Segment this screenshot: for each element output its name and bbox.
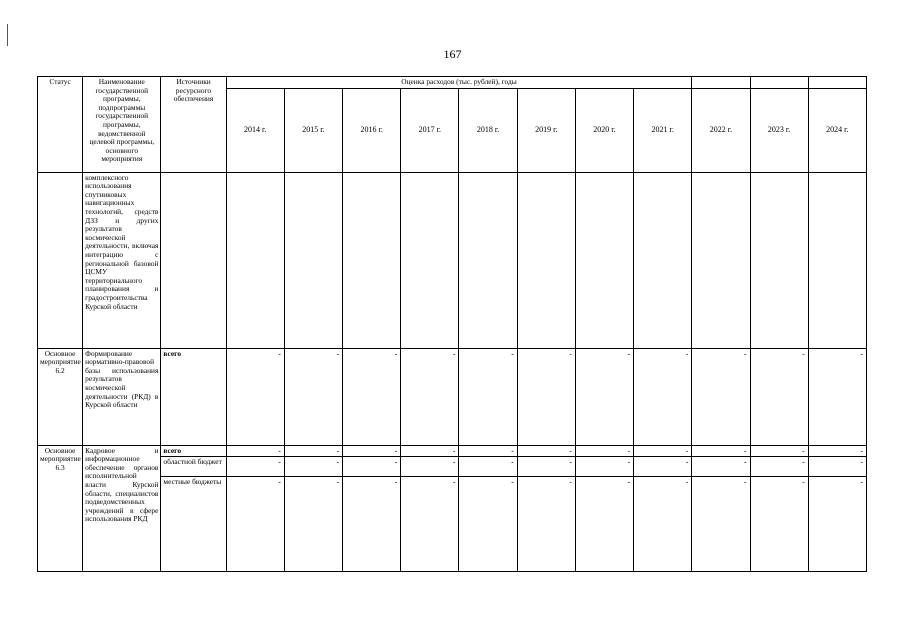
value-cell: -	[750, 457, 808, 477]
header-blank	[692, 77, 750, 89]
measure-name-cell: комплексного использования спутниковых навигационных технологий, средств ДЗЗ и других результатов космической деятельности, включая интеграцию с региональной базовой ЦСМУ территориального планирования и градостроительства Курской области	[83, 172, 161, 348]
value-cell: -	[750, 445, 808, 457]
table-row	[38, 172, 867, 348]
measure-name-cell: Формирование нормативно-правовой базы использования результатов космической деятельности (РКД) в Курской области	[83, 348, 161, 445]
source-cell: местные бюджеты	[161, 477, 226, 572]
value-cell: -	[226, 477, 284, 572]
value-cell: -	[575, 457, 633, 477]
value-cell: -	[459, 445, 517, 457]
value-cell: -	[401, 445, 459, 457]
value-cell: -	[634, 477, 692, 572]
table-row	[38, 457, 867, 477]
status-cell: Основное мероприятие 6.2	[38, 348, 83, 445]
header-sources: Источники ресурсного обеспечения	[161, 77, 226, 173]
page-number: 167	[443, 47, 462, 61]
value-cell: -	[517, 445, 575, 457]
value-cell: -	[284, 348, 342, 445]
value-cell: -	[808, 348, 866, 445]
table-row	[38, 348, 867, 445]
header-status: Статус	[38, 77, 83, 173]
year-header: 2016 г.	[343, 88, 401, 172]
table-row	[38, 445, 867, 457]
value-cell: -	[284, 445, 342, 457]
value-cell: -	[692, 348, 750, 445]
value-cell: -	[808, 457, 866, 477]
value-cell: -	[808, 477, 866, 572]
value-cell: -	[517, 477, 575, 572]
value-cell: -	[808, 445, 866, 457]
year-header: 2019 г.	[517, 88, 575, 172]
header-name: Наименование государственной программы, подпрограммы государственной программы, ведомственной целевой программы, основного мероприятия	[83, 77, 161, 173]
value-cell: -	[459, 348, 517, 445]
value-cell: -	[517, 348, 575, 445]
year-header: 2017 г.	[401, 88, 459, 172]
budget-table	[37, 76, 867, 572]
value-cell: -	[750, 348, 808, 445]
year-header: 2020 г.	[575, 88, 633, 172]
value-cell: -	[634, 445, 692, 457]
value-cell: -	[226, 348, 284, 445]
year-header: 2014 г.	[226, 88, 284, 172]
table-row	[38, 477, 867, 572]
value-cell: -	[343, 477, 401, 572]
year-header: 2018 г.	[459, 88, 517, 172]
year-header: 2023 г.	[750, 88, 808, 172]
status-cell: Основное мероприятие 6.3	[38, 445, 83, 572]
source-cell: всего	[161, 445, 226, 457]
value-cell: -	[692, 457, 750, 477]
value-cell: -	[575, 445, 633, 457]
value-cell: -	[343, 457, 401, 477]
value-cell: -	[226, 445, 284, 457]
header-blank	[750, 77, 808, 89]
source-cell: всего	[161, 348, 226, 445]
value-cell: -	[517, 457, 575, 477]
value-cell: -	[634, 348, 692, 445]
value-cell: -	[284, 457, 342, 477]
value-cell: -	[226, 457, 284, 477]
year-header: 2021 г.	[634, 88, 692, 172]
header-estimate: Оценка расходов (тыс. рублей), годы	[226, 77, 692, 89]
value-cell: -	[692, 477, 750, 572]
value-cell: -	[575, 348, 633, 445]
status-cell	[38, 172, 83, 348]
source-cell: областной бюджет	[161, 457, 226, 477]
value-cell: -	[401, 348, 459, 445]
year-header: 2024 г.	[808, 88, 866, 172]
header-blank	[808, 77, 866, 89]
value-cell: -	[634, 457, 692, 477]
value-cell: -	[284, 477, 342, 572]
value-cell: -	[343, 348, 401, 445]
measure-name-cell: Кадровое и информационное обеспечение органов исполнительной власти Курской области, специалистов подведомственных учреждений в сфере использования РКД	[83, 445, 161, 572]
value-cell: -	[459, 477, 517, 572]
value-cell: -	[750, 477, 808, 572]
value-cell: -	[692, 445, 750, 457]
year-header: 2022 г.	[692, 88, 750, 172]
value-cell: -	[343, 445, 401, 457]
source-cell	[161, 172, 226, 348]
value-cell: -	[459, 457, 517, 477]
value-cell: -	[401, 477, 459, 572]
margin-mark	[7, 24, 8, 46]
value-cell: -	[575, 477, 633, 572]
year-header: 2015 г.	[284, 88, 342, 172]
value-cell: -	[401, 457, 459, 477]
